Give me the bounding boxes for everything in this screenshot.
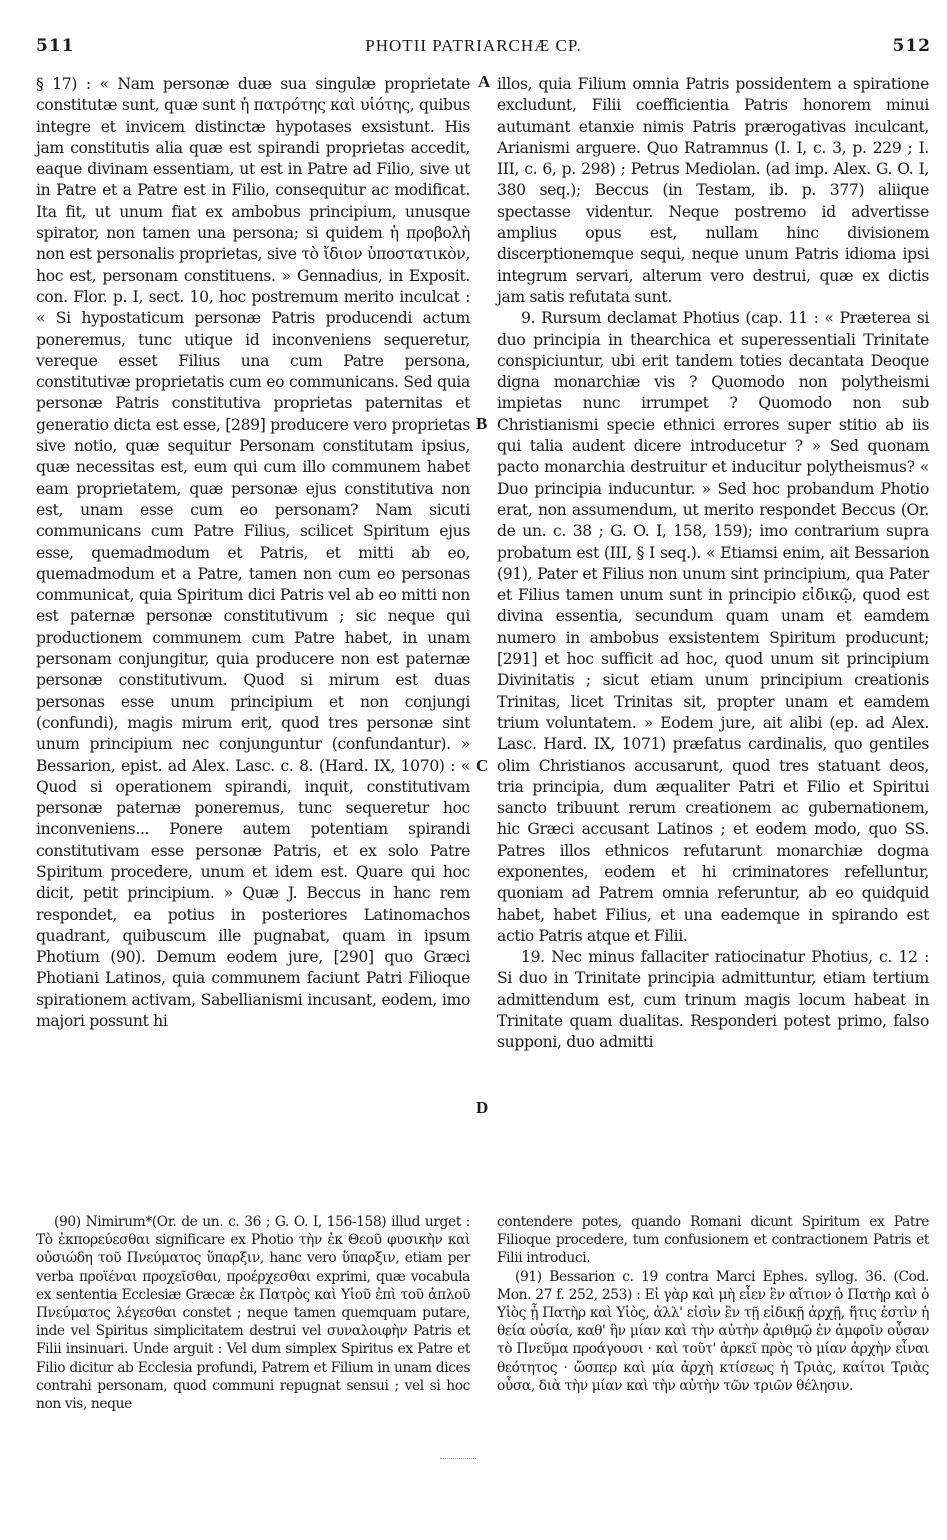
page-number-right: 512 <box>892 36 931 56</box>
page-header <box>0 0 947 60</box>
right-paragraph-2: 9. Rursum declamat Photius (cap. 11 : « Præterea si duo principia in thearchica et superessentiali Trinitate conspiciuntur, ubi erit tandem toties decantata Deoque digna monarchiæ vis ? Quomodo non polytheismi impietas nunc irrumpet ? Quomodo non sub Christianismi specie ethnici errores super stitio ab iis qui talia audent dicere introducetur ? » Sed quonam pacto monarchia destruitur et inducitur polytheismus? « Duo principia inducuntur. » Sed hoc probandum Photio erat, non assumendum, ut merito respondet Beccus (Or. de un. c. 38 ; G. O. I, 158, 159); imo contrarium supra probatum est (III, § I seq.). « Etiamsi enim, ait Bessarion (91), Pater et Filius non unum sint principium, qua Pater et Filius tamen unum sunt in principio εἰδικῷ, quod est divina essentia, secundum quam unam et eamdem numero in ambobus exsistentem Spiritum producunt; [291] et hoc sufficit ad hoc, quod unum sit principium Divinitatis ; sicut etiam unum principium creationis Trinitas, licet Trinitas sit, propter unam et eamdem trium voluntatem. » Eodem jure, ait alibi (ep. ad Alex. Lasc. Hard. IX, 1071) præfatus cardinalis, quo gentiles olim Christianos accusarunt, quod tres statuant deos, tria principia, dum æqualiter Patri et Filio et Spiritui sancto tribuunt rerum creationem ac gubernationem, hic Græci accusant Latinos ; et eodem modo, quo SS. Patres illos ethnicos refutarunt monarchiæ dogma exponentes, eodem et hi criminatores refelluntur, quoniam ad Patrem omnia referuntur, ab eo quidquid habet, habet Filius, et una eademque in spirando est actio Patris atque et Filii. <box>497 309 929 945</box>
left-column <box>36 74 470 1032</box>
footnote-91: (91) Bessarion c. 19 contra Marci Ephes. syllog. 36. (Cod. Mon. 27 f. 252, 253) : Εἰ γὰρ καὶ μὴ εἶεν ἓν αἴτιον ὁ Πατὴρ καὶ ὁ Υἱὸς ᾗ Πατὴρ καὶ Υἱὸς, ἀλλ' εἰσὶν ἓν τῇ εἰδικῇ ἀρχῇ, ἥτις ἐστὶν ἡ θεία οὐσία, καθ' ἣν μίαν καὶ τὴν αὐτὴν ἀριθμῷ ἐν ἀμφοῖν οὖσαν τὸ Πνεῦμα προάγουσι · καὶ τοῦτ' ἀρκεῖ πρὸς τὸ μίαν ἀρχὴν εἶναι θεότητος · ὥσπερ καὶ μία ἀρχὴ κτίσεως ἡ Τριὰς, καίτοι Τριὰς οὖσα, διὰ τὴν μίαν καὶ τὴν αὐτὴν τῶν τριῶν θέλησιν. <box>497 1268 929 1394</box>
right-column <box>497 74 929 1054</box>
right-paragraph-3: 19. Nec minus fallaciter ratiocinatur Photius, c. 12 : Si duo in Trinitate principia admittuntur, etiam tertium admittendum est, cum trinum magis locum habeat in Trinitate quam dualitas. Responderi potest primo, falso supponi, duo admitti <box>497 948 929 1052</box>
margin-marker-d: D <box>476 1098 489 1117</box>
running-title: PHOTII PATRIARCHÆ CP. <box>365 36 582 55</box>
bottom-rule <box>440 1458 476 1460</box>
right-paragraph-1: illos, quia Filium omnia Patris possidentem a spiratione excludunt, Filii coefficientia Patris honorem minui autumant etanxie nimis Patris prærogativas inculcant, Arianismi arguere. Quo Ratramnus (I. I, c. 3, p. 229 ; I. III, c. 6, p. 298) ; Petrus Mediolan. (ad imp. Alex. G. O. I, 380 seq.); Beccus (in Testam, ib. p. 377) aliique spectasse videntur. Neque postremo id advertisse amplius opus est, nullam hinc divisionem discerptionemque sequi, neque unum Patris idioma ipsi integrum servari, alterum vero destrui, quæ ex dictis jam satis refutata sunt. <box>497 75 929 306</box>
footnote-90: (90) Nimirum*(Or. de un. c. 36 ; G. O. I, 156-158) illud urget : Τὸ ἐκπορεύεσθαι significare ex Photio τὴν ἐκ Θεοῦ φυσικὴν καὶ οὐσιώδη τοῦ Πνεύματος ὕπαρξιν, hanc vero ὕπαρξιν, etiam per verba προϊέναι προχεῖσθαι, προέρχεσθαι exprimi, quæ vocabula ex sententia Ecclesiæ Græcæ ἐκ Πατρὸς καὶ Υἱοῦ ἐπὶ τοῦ ἁπλοῦ Πνεύματος λέγεσθαι constet ; neque tamen quemquam putare, inde vel Spiritus simplicitatem destrui vel συναλοιφὴν Patris et Filii insinuari. Unde arguit : Vel dum simplex Spiritus ex Patre et Filio dicitur ab Ecclesia profundi, Patrem et Filium in unam dices contrahi personam, quod communi repugnat sensui ; vel si hoc non vis, neque <box>36 1214 470 1413</box>
footnote-90-continued: contendere potes, quando Romani dicunt Spiritum ex Patre Filioque procedere, tum confusionem et contractionem Patris et Filii introduci. <box>497 1214 929 1267</box>
page-number-left: 511 <box>36 36 75 56</box>
footnotes-right <box>497 1213 929 1395</box>
margin-marker-a: A <box>478 72 491 91</box>
footnotes-left <box>36 1213 470 1413</box>
left-paragraph-1: § 17) : « Nam personæ duæ sua singulæ proprietate constitutæ sunt, quæ sunt ἡ πατρότης καὶ υἱότης, quibus integre et invicem distinctæ hypotases exsistunt. His jam constitutis alia quæ est spirandi proprietas accedit, eaque divinam essentiam, ut est in Patre ad Filio, sive ut in Patre et a Patre est in Filio, consequitur ac modificat. Ita fit, ut unum fiat ex ambobus principium, unusque spirator, non tamen una persona; si quidem ἡ προβολὴ non est personalis proprietas, sive τὸ ἴδιον ὑποστατικὸν, hoc est, personam constituens. » Gennadius, in Exposit. con. Flor. p. I, sect. 10, hoc postremum merito inculcat : « Si hypostaticum personæ Patris producendi actum poneremus, tunc utique id inconveniens sequeretur, vereque esset Filius una cum Patre persona, constitutivæ proprietatis cum eo communicans. Sed quia personæ Patris constitutiva proprietas paternitas et generatio dicta est esse, [289] producere vero proprietas sive notio, quæ sequitur Personam constitutam ipsius, quæ necessitas est, eum qui cum illo communem habet eam proprietatem, quæ personæ ejus constitutiva non est, unam esse cum eo personam? Nam sicuti communicans cum Patre Filius, scilicet Spiritum ejus esse, quemadmodum et Patris, et mitti ab eo, quemadmodum et a Patre, tamen non cum eo personas communicat, quia Spiritum dici Patris vel ab eo mitti non est paternæ personæ constitutivum ; sic neque qui productionem communem cum Patre habet, in unam personam conjungitur, quia producere non est paternæ personæ constitutivum. Quod si mirum est duas personas esse unum principium et non conjungi (confundi), magis mirum erit, quod tres personæ sint unum principium nec conjunguntur (confundantur). » Bessarion, epist. ad Alex. Lasc. c. 8. (Hard. IX, 1070) : « Quod si operationem spirandi, inquit, constitutivam personæ paternæ poneremus, tunc sequeretur hoc inconveniens... Ponere autem potentiam spirandi constitutivam esse personæ Patris, et ex solo Patre Spiritum procedere, unum et idem est. Quare qui hoc dicit, petit principium. » Quæ J. Beccus in hanc rem respondet, ea potius in posteriores Latinomachos quadrant, quibuscum ille pugnabat, quam in ipsum Photium (90). Demum eodem jure, [290] quo Græci Photiani Latinos, quia communem faciunt Patri Filioque spirationem activam, Sabellianismi incusant, eodem, imo majori possunt hi <box>36 75 470 1031</box>
margin-marker-b: B <box>476 414 488 433</box>
margin-marker-c: C <box>476 756 489 775</box>
